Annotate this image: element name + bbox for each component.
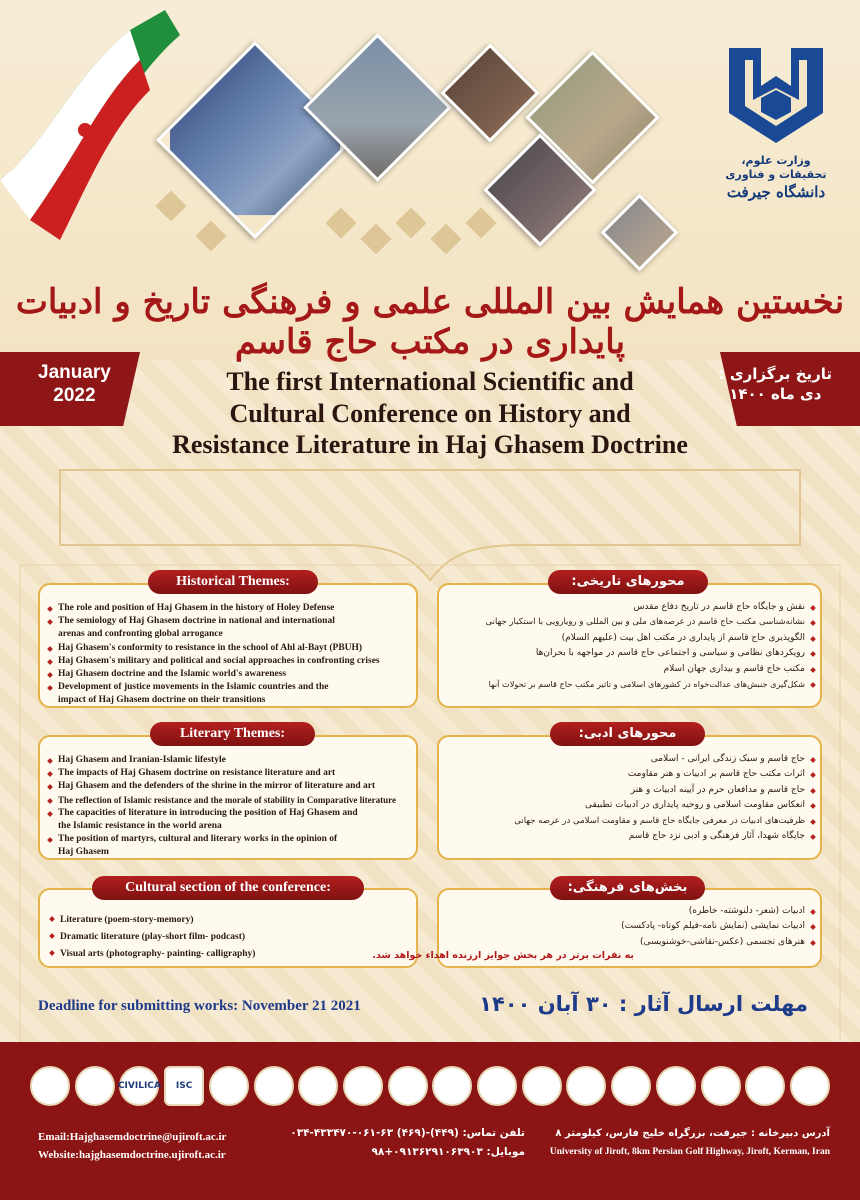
list-item: The impacts of Haj Ghasem doctrine on resistance literature and art — [48, 767, 416, 780]
partner-logo-icon: ISC — [164, 1066, 204, 1106]
partner-logo-icon — [611, 1066, 651, 1106]
list-item: The semiology of Haj Ghasem doctrine in national and international — [48, 615, 413, 628]
university-logo — [716, 38, 836, 201]
list-item: Haj Ghasem's military and political and social approaches in confronting crises — [48, 655, 413, 668]
phone-number: تلفن تماس: (۴۴۹)-(۴۶۹) ۶۳-۰۶۱-۴۳۳۴۷۰-۰۳۴ — [290, 1127, 525, 1139]
footer-phones — [275, 1124, 525, 1162]
historical-themes-en-list — [48, 602, 413, 708]
mobile-number: موبایل: ۰۹۱۳۶۲۹۱۰۶۳۹۰۳+۹۸ — [371, 1146, 525, 1158]
list-item: impact of Haj Ghasem doctrine on their transitions — [58, 695, 266, 706]
partner-logo-icon — [30, 1066, 70, 1106]
partner-logo-icon — [432, 1066, 472, 1106]
partner-logo-icon — [566, 1066, 606, 1106]
partner-logo-icon — [790, 1066, 830, 1106]
footer-contact-web — [38, 1128, 226, 1164]
partner-logo-icon — [209, 1066, 249, 1106]
list-item: Haj Ghasem's conformity to resistance in the school of Ahl al-Bayt (PBUH) — [48, 642, 413, 655]
address-en: University of Jiroft, 8km Persian Golf Highway, Jiroft, Kerman, Iran — [549, 1147, 830, 1157]
partner-logo-icon — [75, 1066, 115, 1106]
list-item: Dramatic literature (play-short film- podcast) — [50, 929, 410, 946]
partner-logo-icon — [477, 1066, 517, 1106]
list-item: ادبیات نمایشی (نمایش نامه-فیلم کوتاه- پادکست) — [445, 919, 815, 934]
list-item: ظرفیت‌های ادبیات در معرفی جایگاه حاج قاسم و مقاومت اسلامی در عرصه جهانی — [445, 814, 815, 829]
partner-logo-icon — [388, 1066, 428, 1106]
literary-themes-en-list — [48, 754, 416, 860]
list-item: The role and position of Haj Ghasem in the history of Holey Defense — [48, 602, 413, 615]
list-item: arenas and confronting global arrogance — [58, 629, 223, 640]
list-item: اثرات مکتب حاج قاسم بر ادبیات و هنر مقاومت — [445, 767, 815, 782]
persian-title: نخستین همایش بین المللی علمی و فرهنگی تاریخ و ادبیات پایداری در مکتب حاج قاسم — [15, 282, 845, 362]
list-item: Haj Ghasem — [58, 847, 109, 858]
list-item: the Islamic resistance in the world arena — [58, 821, 222, 832]
historical-themes-fa-list — [445, 600, 815, 692]
date-fa-label: تاریخ برگزاری : — [718, 365, 832, 383]
list-item: هنرهای تجسمی (عکس-نقاشی-خوشنویسی) — [445, 935, 815, 950]
english-title — [0, 366, 860, 461]
footer-address — [500, 1124, 830, 1162]
list-item: جایگاه شهدا، آثار فرهنگی و ادبی نزد حاج قاسم — [445, 829, 815, 844]
list-item: حاج قاسم و مدافعان حرم در آیینه ادبیات و هنر — [445, 783, 815, 798]
english-title-line2: Cultural Conference on History and — [229, 398, 631, 428]
literary-themes-fa-label: محورهای ادبی: — [550, 722, 705, 746]
university-name: دانشگاه جیرفت — [726, 182, 826, 201]
list-item: The reflection of Islamic resistance and the morale of stability in Comparative literature — [48, 794, 416, 807]
ministry-name: وزارت علوم، تحقیقات و فناوری — [725, 154, 827, 182]
list-item: شکل‌گیری جنبش‌های عدالت‌خواه در کشورهای اسلامی و تاثیر مکتب حاج قاسم بر تحولات آنها — [445, 677, 815, 692]
list-item: Haj Ghasem and Iranian-Islamic lifestyle — [48, 754, 416, 767]
cultural-section-fa-label: بخش‌های فرهنگی: — [550, 876, 705, 900]
partner-logo-icon: CIVILICA — [119, 1066, 159, 1106]
list-item: Haj Ghasem doctrine and the Islamic world's awareness — [48, 668, 413, 681]
website-link[interactable]: Website:hajghasemdoctrine.ujiroft.ac.ir — [38, 1149, 226, 1161]
email-link[interactable]: Email:Hajghasemdoctrine@ujiroft.ac.ir — [38, 1131, 227, 1143]
list-item: انعکاس مقاومت اسلامی و روحیه پایداری در ادبیات تطبیقی — [445, 798, 815, 813]
university-logo-icon — [721, 38, 831, 148]
literary-themes-en-label: Literary Themes: — [150, 722, 315, 746]
partner-logos — [30, 1060, 830, 1112]
partner-logo-icon — [656, 1066, 696, 1106]
english-title-line3: Resistance Literature in Haj Ghasem Doctrine — [172, 430, 688, 460]
list-item: The capacities of literature in introducing the position of Haj Ghasem and — [48, 807, 416, 820]
list-item: رویکردهای نظامی و سیاسی و اجتماعی حاج قاسم در مواجهه با بحران‌ها — [445, 646, 815, 661]
list-item: نقش و جایگاه حاج قاسم در تاریخ دفاع مقدس — [445, 600, 815, 615]
partner-logo-icon — [701, 1066, 741, 1106]
list-item: Literature (poem-story-memory) — [50, 912, 410, 929]
partner-logo-icon — [254, 1066, 294, 1106]
date-fa-value: دی ماه ۱۴۰۰ — [729, 385, 822, 404]
partner-logo-icon — [298, 1066, 338, 1106]
cultural-section-en-label: Cultural section of the conference: — [92, 876, 364, 900]
partner-logo-icon — [343, 1066, 383, 1106]
historical-themes-en-label: Historical Themes: — [148, 570, 318, 594]
list-item: ادبیات (شعر- دلنوشته- خاطره) — [445, 904, 815, 919]
english-title-line1: The first International Scientific and — [226, 367, 634, 396]
list-item: مکتب حاج قاسم و بیداری جهان اسلام — [445, 662, 815, 677]
deadline-en: Deadline for submitting works: November 21 2021 — [38, 998, 361, 1014]
list-item: Haj Ghasem and the defenders of the shrine in the mirror of literature and art — [48, 780, 416, 793]
list-item: The position of martyrs, cultural and literary works in the opinion of — [48, 833, 416, 846]
deadline-fa: مهلت ارسال آثار : ۳۰ آبان ۱۴۰۰ — [479, 992, 808, 1016]
cultural-section-fa-list — [445, 904, 815, 950]
list-item: الگوپذیری حاج قاسم از پایداری در مکتب اهل بیت (علیهم السلام) — [445, 631, 815, 646]
partner-logo-icon — [522, 1066, 562, 1106]
list-item: نشانه‌شناسی مکتب حاج قاسم در عرصه‌های ملی و بین المللی و رویارویی با استکبار جهانی — [445, 615, 815, 630]
list-item: Visual arts (photography- painting- calligraphy) — [50, 946, 410, 963]
partner-logo-icon — [745, 1066, 785, 1106]
date-en-year: 2022 — [53, 384, 96, 406]
award-note: به نفرات برتر در هر بخش جوایز ارزنده اهداء خواهد شد. — [372, 950, 634, 961]
list-item: حاج قاسم و سبک زندگی ایرانی - اسلامی — [445, 752, 815, 767]
historical-themes-fa-label: محورهای تاریخی: — [548, 570, 708, 594]
date-en-month: January — [38, 362, 111, 383]
list-item: Development of justice movements in the Islamic countries and the — [48, 681, 413, 694]
address-fa: آدرس دبیرخانه : جیرفت، بزرگراه خلیج فارس، کیلومتر ۸ — [555, 1128, 830, 1139]
literary-themes-fa-list — [445, 752, 815, 844]
